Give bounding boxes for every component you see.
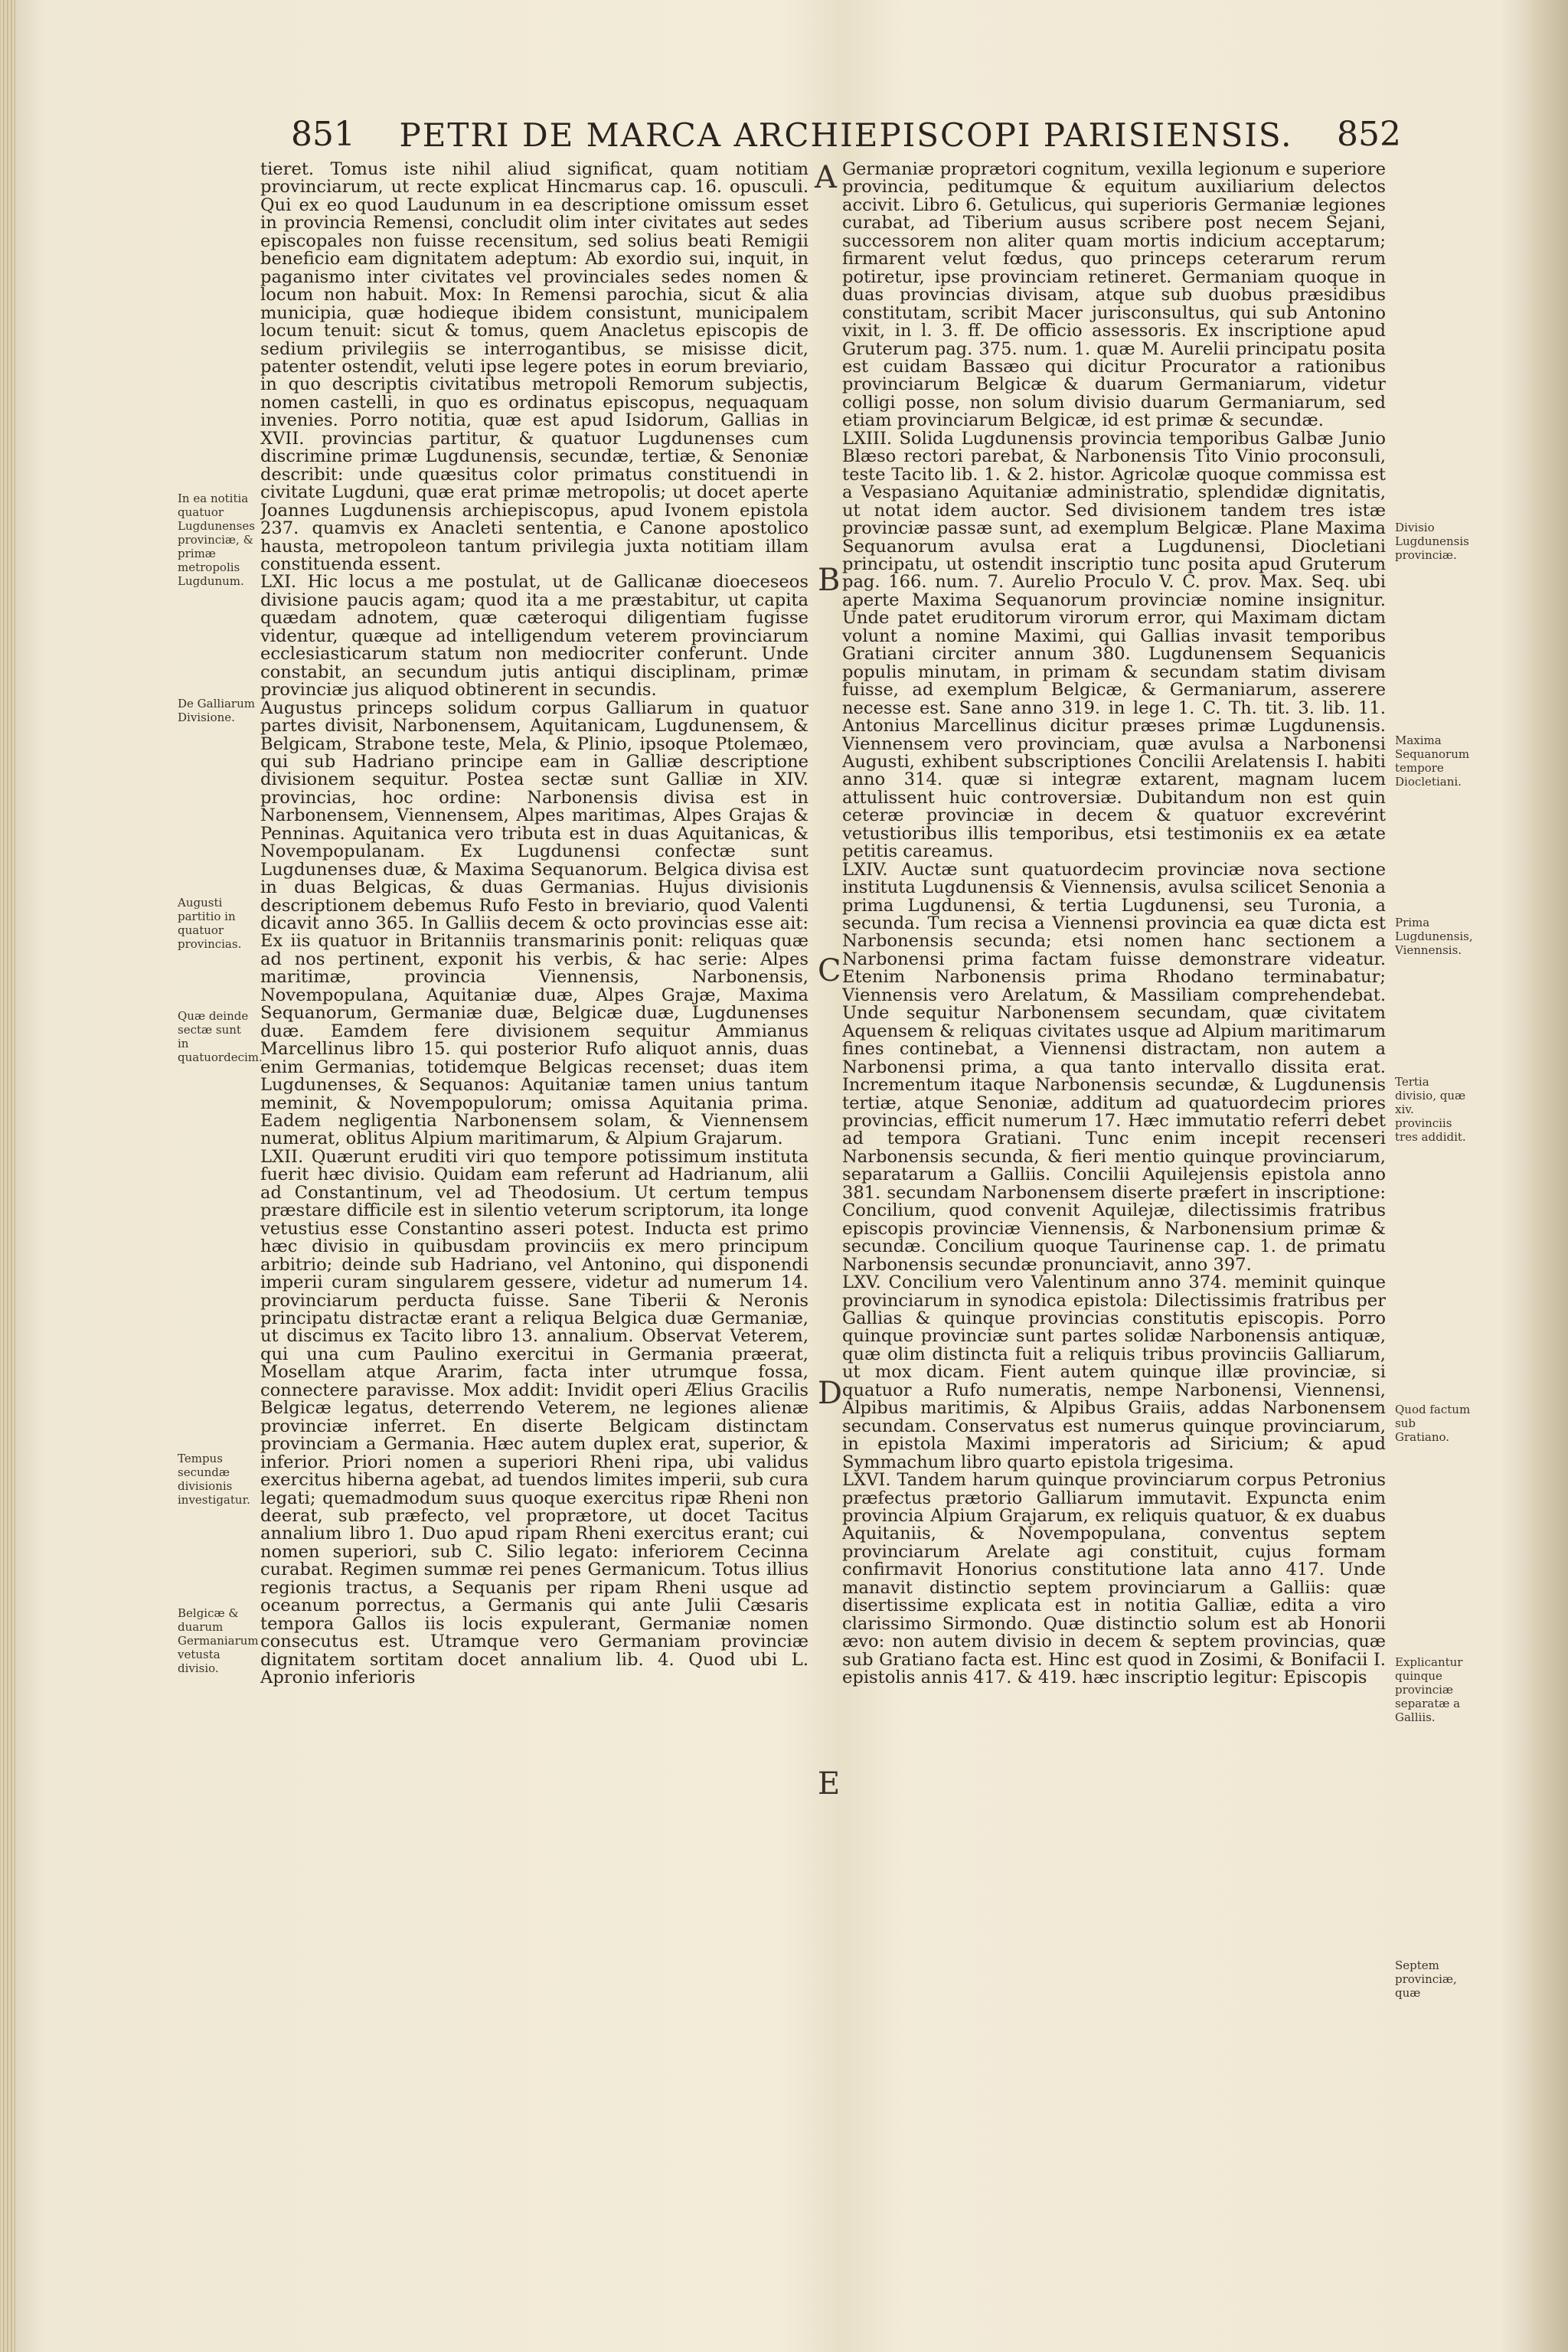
right-margin-note-7: Septem provinciæ, quæ xyxy=(1395,1958,1457,2000)
section-letter-b: B xyxy=(818,563,841,598)
section-letter-d: D xyxy=(818,1376,843,1411)
right-margin-note-1: Divisio Lugdunensis provinciæ. xyxy=(1395,521,1469,562)
page-header xyxy=(291,115,1401,161)
right-margin-note-3: Prima Lugdunensis, Viennensis. xyxy=(1395,916,1473,957)
left-margin-note-3: Augusti partitio in quatuor provincias. xyxy=(178,896,242,951)
right-margin-note-2: Maxima Sequanorum tempore Diocletiani. xyxy=(1395,733,1470,789)
left-margin-note-4: Quæ deinde sectæ sunt in quatuordecim. xyxy=(178,1009,263,1064)
right-column-text: Germaniæ proprætori cognitum, vexilla legionum e superiore provincia, peditumque & equitum auxiliarium delectos accivit. Libro 6. Getulicus, qui superioris Germaniæ legiones curabat, ad Tiberium ausus scribere post necem Sejani, successorem non aliter quam mortis indicium acceptarum; firmarent velut fœdus, quo princeps ceterarum rerum potiretur, ipse provinciam retineret. Germaniam quoque in duas provincias divisam, atque sub duobus præsidibus constitutam, scribit Macer jurisconsultus, qui sub Antonino vixit, in l. 3. ff. De officio assessoris. Ex inscriptione apud Gruterum pag. 375. num. 1. quæ M. Aurelii principatu posita est cuidam Bassæo qui dicitur Procurator a rationibus provinciarum Belgicæ & duarum Germaniarum, videtur colligi posse, non solum divisio duarum Germaniarum, sed etiam provinciarum Belgicæ, id est primæ & secundæ. LXIII. Solida Lugdunensis provincia temporibus Galbæ Junio Blæso rectori parebat, & Narbonensis Tito Vinio proconsuli, teste Tacito lib. 1. & 2. histor. Agricolæ quoque commissa est a Vespasiano Aquitaniæ administratio, splendidæ dignitatis, ut notat idem auctor. Sed divisionem tandem tres istæ provinciæ passæ sunt, ad exemplum Belgicæ. Plane Maxima Sequanorum avulsa erat a Lugdunensi, Diocletiani principatu, ut ostendit inscriptio tunc posita apud Gruterum pag. 166. num. 7. Aurelio Proculo V. C. prov. Max. Seq. ubi aperte Maxima Sequanorum provinciæ nomine insignitur. Unde patet eruditorum virorum error, qui Maximam dictam volunt a nomine Maximi, qui Gallias invasit temporibus Gratiani circiter annum 380. Lugdunensem Sequanicis populis minutam, in primam & secundam statim divisam fuisse, ad exemplum Belgicæ, & Germaniarum, asserere necesse est. Sane anno 319. in lege 1. C. Th. tit. 3. lib. 11. Antonius Marcellinus dicitur præses primæ Lugdunensis. Viennensem vero provinciam, quæ avulsa a Narbonensi Augusti, exhibent subscriptiones Concilii Arelatensis I. habiti anno 314. quæ si integræ extarent, magnam lucem attulissent huic controversiæ. Dubitandum non est quin ceteræ provinciæ in decem & quatuor excrevérint vetustioribus illis temporibus, etsi testimoniis ex ea ætate petitis careamus. LXIV. Auctæ sunt quatuordecim provinciæ nova sectione instituta Lugdunensis & Viennensis, avulsa scilicet Senonia a prima Lugdunensi, & tertia Lugdunensi, seu Turonia, a secunda. Tum recisa a Viennensi provincia ea quæ dicta est Narbonensis secunda; etsi nomen hanc sectionem a Narbonensi prima factam fuisse demonstrare videatur. Etenim Narbonensis prima Rhodano terminabatur; Viennensis vero Arelatum, & Massiliam comprehendebat. Unde sequitur Narbonensem secundam, quæ civitatem Aquensem & reliquas civitates usque ad Alpium maritimarum fines continebat, a Viennensi distractam, non autem a Narbonensi prima, a qua tanto intervallo dissita erat. Incrementum itaque Narbonensis secundæ, & Lugdunensis tertiæ, atque Senoniæ, additum ad quatuordecim priores provincias, efficit numerum 17. Hæc immutatio referri debet ad tempora Gratiani. Tunc enim incepit recenseri Narbonensis secunda, & fieri mentio quinque provinciarum, separatarum a Galliis. Concilii Aquilejensis epistola anno 381. secundam Narbonensem diserte præfert in inscriptione: Concilium, quod convenit Aquilejæ, dilectissimis fratribus episcopis provinciæ Viennensis, & Narbonensium primæ & secundæ. Concilium quoque Taurinense cap. 1. de primatu Narbonensis secundæ pronunciavit, anno 397. LXV. Concilium vero Valentinum anno 374. meminit quinque provinciarum in synodica epistola: Dilectissimis fratribus per Gallias & quinque provincias constitutis episcopis. Porro quinque provinciæ sunt partes solidæ Narbonensis antiquæ, quæ olim distincta fuit a reliquis tribus provinciis Galliarum, ut mox dicam. Fient autem quinque illæ provinciæ, si quatuor a Rufo numeratis, nempe Narbonensi, Viennensi, Alpibus maritimis, & Alpibus Graiis, addas Narbonensem secundam. Conservatus est numerus quinque provinciarum, in epistola Maximi imperatoris ad Siricium; & apud Symmachum libro quarto epistola trigesima. LXVI. Tandem harum quinque provinciarum corpus Petronius præfectus prætorio Galliarum immutavit. Expuncta enim provincia Alpium Grajarum, ex reliquis quatuor, & ex duabus Aquitaniis, & Novempopulana, conventus septem provinciarum Arelate agi constituit, cujus formam confirmavit Honorius constitutione lata anno 417. Unde manavit distinctio septem provinciarum a Galliis: quæ disertissime explicata est in notitia Galliæ, edita a viro clarissimo Sirmondo. Quæ distinctio solum est ab Honorii ævo: non autem divisio in decem & septem provincias, quæ sub Gratiano facta est. Hinc est quod in Zosimi, & Bonifacii I. epistolis annis 417. & 419. hæc inscriptio legitur: Episcopis xyxy=(842,161,1386,1688)
book-gutter xyxy=(0,0,15,2352)
section-letter-e: E xyxy=(818,1766,841,1802)
left-column-text: tieret. Tomus iste nihil aliud significat, quam notitiam provinciarum, ut recte explicat Hincmarus cap. 16. opusculi. Qui ex eo quod Laudunum in ea descriptione omissum esset in provincia Remensi, concludit olim inter civitates aut sedes episcopales non fuisse recensitum, sed solius beati Remigii beneficio eam dignitatem adeptum: Ab exordio sui, inquit, in paganismo inter civitates vel provinciales sedes nomen & locum non habuit. Mox: In Remensi parochia, sicut & alia municipia, quæ hodieque ibidem consistunt, municipalem locum tenuit: sicut & tomus, quem Anacletus episcopis de sedium privilegiis se interrogantibus, se misisse dicit, patenter ostendit, veluti ipse legere potes in eorum breviario, in quo descriptis civitatibus metropoli Remorum subjectis, nomen castelli, in quo es ordinatus episcopus, nequaquam invenies. Porro notitia, quæ est apud Isidorum, Gallias in XVII. provincias partitur, & quatuor Lugdunenses cum discrimine primæ Lugdunensis, secundæ, tertiæ, & Senoniæ describit: unde quæsitus color primatus constituendi in civitate Lugduni, quæ erat primæ metropolis; ut docet aperte Joannes Lugdunensis archiepiscopus, apud Ivonem epistola 237. quamvis ex Anacleti sententia, e Canone apostolico hausta, metropoleon tantum privilegia juxta notitiam illam constituenda essent. LXI. Hic locus a me postulat, ut de Gallicanæ dioeceseos divisione paucis agam; quod ita a me præstabitur, ut capita quædam adnotem, quæ cæteroqui diligentiam fugisse videntur, quæque ad intelligendum veterem provinciarum ecclesiasticarum statum non mediocriter conferunt. Unde constabit, an secundum jutis antiqui disciplinam, primæ provinciæ jus aliquod obtinerent in secundis. Augustus princeps solidum corpus Galliarum in quatuor partes divisit, Narbonensem, Aquitanicam, Lugdunensem, & Belgicam, Strabone teste, Mela, & Plinio, ipsoque Ptolemæo, qui sub Hadriano principe eam in Galliæ descriptione divisionem sequitur. Postea sectæ sunt Galliæ in XIV. provincias, hoc ordine: Narbonensis divisa est in Narbonensem, Viennensem, Alpes maritimas, Alpes Grajas & Penninas. Aquitanica vero tributa est in duas Aquitanicas, & Novempopulanam. Ex Lugdunensi confectæ sunt Lugdunenses duæ, & Maxima Sequanorum. Belgica divisa est in duas Belgicas, & duas Germanias. Hujus divisionis descriptionem debemus Rufo Festo in breviario, quod Valenti dicavit anno 365. In Galliis decem & octo provincias esse ait: Ex iis quatuor in Britanniis transmarinis ponit: reliquas quæ ad nos pertinent, exponit his verbis, & hac serie: Alpes maritimæ, provincia Viennensis, Narbonensis, Novempopulana, Aquitaniæ duæ, Alpes Grajæ, Maxima Sequanorum, Germaniæ duæ, Belgicæ duæ, Lugdunenses duæ. Eamdem fere divisionem sequitur Ammianus Marcellinus libro 15. qui posterior Rufo aliquot annis, duas enim Germanias, totidemque Belgicas recenset; duas item Lugdunenses, & Sequanos: Aquitaniæ tamen unius tantum meminit, & Novempopulorum; omissa Aquitania prima. Eadem negligentia Narbonensem solam, & Viennensem numerat, oblitus Alpium maritimarum, & Alpium Grajarum. LXII. Quærunt eruditi viri quo tempore potissimum instituta fuerit hæc divisio. Quidam eam referunt ad Hadrianum, alii ad Constantinum, vel ad Theodosium. Ut certum tempus præstare difficile est in silentio veterum scriptorum, ita longe vetustius esse Constantino asseri potest. Inducta est primo hæc divisio in quibusdam provinciis ex mero principum arbitrio; deinde sub Hadriano, vel Antonino, qui disponendi imperii curam singularem gessere, videtur ad numerum 14. provinciarum perducta fuisse. Sane Tiberii & Neronis principatu distractæ erant a reliqua Belgica duæ Germaniæ, ut discimus ex Tacito libro 13. annalium. Observat Veterem, qui una cum Paulino exercitui in Germania præerat, Mosellam atque Ararim, facta inter utrumque fossa, connectere paravisse. Mox addit: Invidit operi Ælius Gracilis Belgicæ legatus, deterrendo Veterem, ne legiones alienæ provinciæ inferret. En diserte Belgicam distinctam provinciam a Germania. Hæc autem duplex erat, superior, & inferior. Priori nomen a superiori Rheni ripa, ubi validus exercitus hiberna agebat, ad tuendos limites imperii, sub cura legati; quemadmodum suus quoque exercitus ripæ Rheni non deerat, sub præfecto, vel proprætore, ut docet Tacitus annalium libro 1. Duo apud ripam Rheni exercitus erant; cui nomen superiori, sub C. Silio legato: inferiorem Cecinna curabat. Regimen summæ rei penes Germanicum. Totus illius regionis tractus, a Sequanis per ripam Rheni usque ad oceanum porrectus, a Germanis qui ante Julii Cæsaris tempora Gallos iis locis expulerant, Germaniæ nomen consecutus est. Utramque vero Germaniam provinciæ dignitatem sortitam docet annalium lib. 4. Quod ubi L. Apronio inferioris xyxy=(260,161,808,1688)
running-title: PETRI DE MARCA ARCHIEPISCOPI PARISIENSIS. xyxy=(399,116,1293,154)
right-margin-note-5: Quod factum sub Gratiano. xyxy=(1395,1403,1471,1444)
left-margin-note-2: De Galliarum Divisione. xyxy=(178,697,255,724)
right-margin-note-4: Tertia divisio, quæ xiv. provinciis tres addidit. xyxy=(1395,1075,1466,1144)
section-letter-c: C xyxy=(818,953,841,988)
right-margin-note-6: Explicantur quinque provinciæ separatæ a Galliis. xyxy=(1395,1655,1463,1724)
left-margin-note-1: In ea notitia quatuor Lugdunenses provinciæ, & primæ metropolis Lugdunum. xyxy=(178,492,255,588)
adjacent-page-edge xyxy=(1531,0,1568,2352)
section-letter-a: A xyxy=(815,160,837,195)
page-number-right: 852 xyxy=(1337,115,1401,154)
page-number-left: 851 xyxy=(291,115,355,154)
left-margin-note-6: Belgicæ & duarum Germaniarum vetusta divisio. xyxy=(178,1606,259,1675)
left-margin-note-5: Tempus secundæ divisionis investigatur. xyxy=(178,1452,250,1507)
